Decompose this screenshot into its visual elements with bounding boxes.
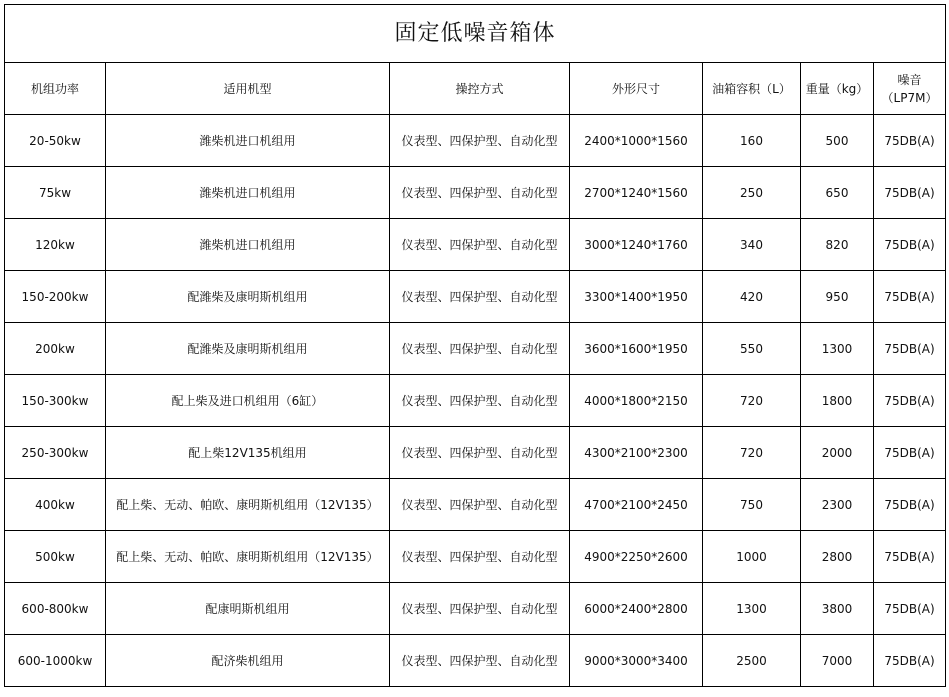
cell-tank: 720 (703, 427, 801, 479)
table-row (5, 323, 946, 375)
cell-tank: 250 (703, 167, 801, 219)
cell-control: 仪表型、四保护型、自动化型 (390, 479, 570, 531)
cell-control: 仪表型、四保护型、自动化型 (390, 375, 570, 427)
cell-model: 配上柴、无动、帕欧、康明斯机组用（12V135） (106, 479, 390, 531)
header-model: 适用机型 (106, 63, 390, 115)
table-row (5, 635, 946, 687)
cell-tank: 420 (703, 271, 801, 323)
cell-model: 配济柴机组用 (106, 635, 390, 687)
spec-table (4, 4, 946, 687)
cell-size: 4000*1800*2150 (570, 375, 703, 427)
header-power: 机组功率 (5, 63, 106, 115)
cell-weight: 2800 (801, 531, 874, 583)
cell-noise: 75DB(A) (874, 323, 946, 375)
cell-tank: 750 (703, 479, 801, 531)
table-title: 固定低噪音箱体 (5, 5, 946, 63)
cell-control: 仪表型、四保护型、自动化型 (390, 167, 570, 219)
cell-weight: 7000 (801, 635, 874, 687)
cell-size: 9000*3000*3400 (570, 635, 703, 687)
cell-noise: 75DB(A) (874, 479, 946, 531)
cell-power: 200kw (5, 323, 106, 375)
cell-weight: 650 (801, 167, 874, 219)
cell-weight: 1300 (801, 323, 874, 375)
cell-power: 150-200kw (5, 271, 106, 323)
cell-power: 600-800kw (5, 583, 106, 635)
title-row (5, 5, 946, 63)
cell-noise: 75DB(A) (874, 167, 946, 219)
table-body (5, 115, 946, 687)
header-control: 操控方式 (390, 63, 570, 115)
cell-size: 2700*1240*1560 (570, 167, 703, 219)
cell-power: 120kw (5, 219, 106, 271)
cell-weight: 500 (801, 115, 874, 167)
spec-sheet (4, 4, 945, 694)
table-row (5, 427, 946, 479)
cell-power: 150-300kw (5, 375, 106, 427)
cell-power: 75kw (5, 167, 106, 219)
table-row (5, 375, 946, 427)
cell-tank: 720 (703, 375, 801, 427)
cell-size: 2400*1000*1560 (570, 115, 703, 167)
cell-power: 400kw (5, 479, 106, 531)
cell-power: 600-1000kw (5, 635, 106, 687)
cell-model: 配上柴及进口机组用（6缸） (106, 375, 390, 427)
cell-tank: 1000 (703, 531, 801, 583)
cell-size: 4700*2100*2450 (570, 479, 703, 531)
cell-model: 潍柴机进口机组用 (106, 219, 390, 271)
cell-control: 仪表型、四保护型、自动化型 (390, 531, 570, 583)
cell-weight: 820 (801, 219, 874, 271)
cell-noise: 75DB(A) (874, 583, 946, 635)
cell-noise: 75DB(A) (874, 427, 946, 479)
cell-tank: 160 (703, 115, 801, 167)
cell-size: 3000*1240*1760 (570, 219, 703, 271)
cell-control: 仪表型、四保护型、自动化型 (390, 427, 570, 479)
table-row (5, 219, 946, 271)
header-noise: 噪音（LP7M） (874, 63, 946, 115)
cell-control: 仪表型、四保护型、自动化型 (390, 115, 570, 167)
cell-control: 仪表型、四保护型、自动化型 (390, 271, 570, 323)
cell-model: 潍柴机进口机组用 (106, 115, 390, 167)
header-tank: 油箱容积（L） (703, 63, 801, 115)
cell-model: 配康明斯机组用 (106, 583, 390, 635)
header-size: 外形尺寸 (570, 63, 703, 115)
cell-noise: 75DB(A) (874, 375, 946, 427)
cell-tank: 550 (703, 323, 801, 375)
cell-tank: 2500 (703, 635, 801, 687)
cell-size: 6000*2400*2800 (570, 583, 703, 635)
cell-model: 配潍柴及康明斯机组用 (106, 323, 390, 375)
cell-noise: 75DB(A) (874, 219, 946, 271)
table-row (5, 531, 946, 583)
cell-power: 250-300kw (5, 427, 106, 479)
cell-tank: 1300 (703, 583, 801, 635)
cell-weight: 2000 (801, 427, 874, 479)
cell-size: 4300*2100*2300 (570, 427, 703, 479)
header-weight: 重量（kg） (801, 63, 874, 115)
cell-control: 仪表型、四保护型、自动化型 (390, 323, 570, 375)
cell-size: 3300*1400*1950 (570, 271, 703, 323)
cell-noise: 75DB(A) (874, 531, 946, 583)
table-row (5, 167, 946, 219)
cell-model: 配上柴12V135机组用 (106, 427, 390, 479)
table-row (5, 479, 946, 531)
cell-control: 仪表型、四保护型、自动化型 (390, 635, 570, 687)
cell-size: 3600*1600*1950 (570, 323, 703, 375)
table-row (5, 115, 946, 167)
cell-size: 4900*2250*2600 (570, 531, 703, 583)
header-row (5, 63, 946, 115)
cell-noise: 75DB(A) (874, 271, 946, 323)
cell-model: 潍柴机进口机组用 (106, 167, 390, 219)
cell-weight: 3800 (801, 583, 874, 635)
table-row (5, 583, 946, 635)
table-row (5, 271, 946, 323)
cell-control: 仪表型、四保护型、自动化型 (390, 583, 570, 635)
cell-weight: 2300 (801, 479, 874, 531)
cell-noise: 75DB(A) (874, 635, 946, 687)
cell-tank: 340 (703, 219, 801, 271)
cell-noise: 75DB(A) (874, 115, 946, 167)
cell-weight: 950 (801, 271, 874, 323)
cell-model: 配上柴、无动、帕欧、康明斯机组用（12V135） (106, 531, 390, 583)
cell-power: 20-50kw (5, 115, 106, 167)
cell-model: 配潍柴及康明斯机组用 (106, 271, 390, 323)
cell-power: 500kw (5, 531, 106, 583)
cell-control: 仪表型、四保护型、自动化型 (390, 219, 570, 271)
cell-weight: 1800 (801, 375, 874, 427)
